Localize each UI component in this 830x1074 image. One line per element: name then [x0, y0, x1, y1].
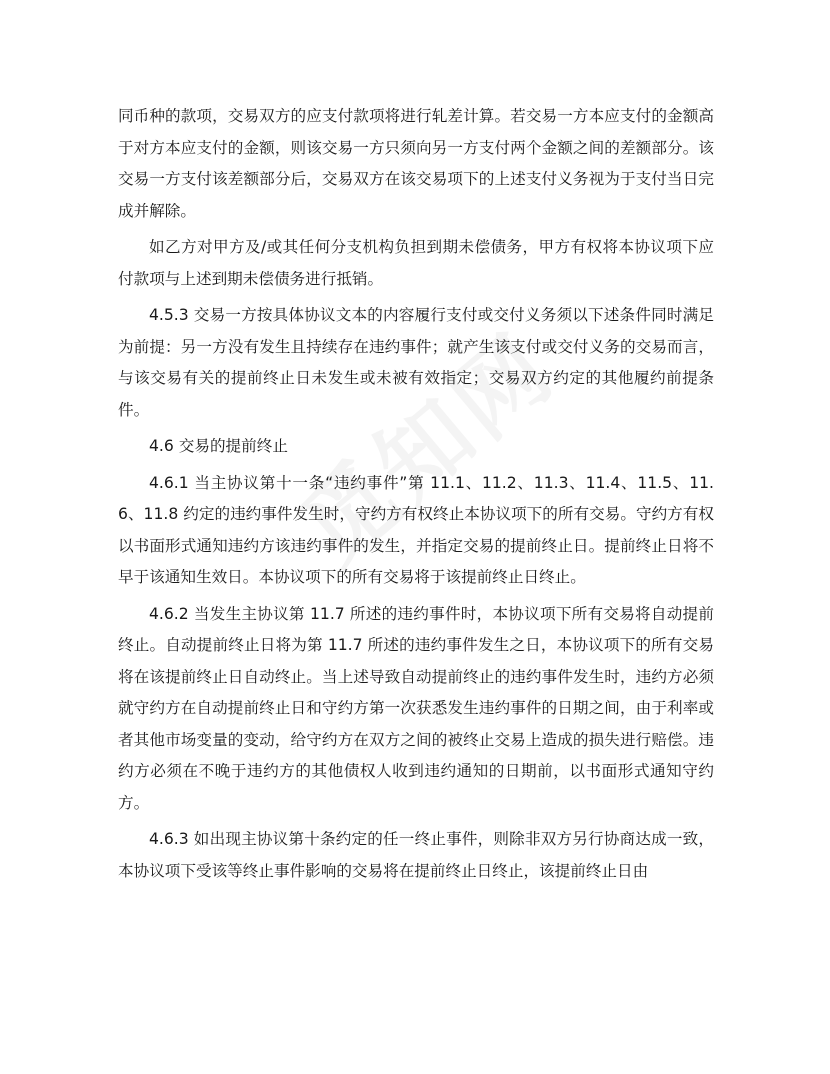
- paragraph-4-6-1: 4.6.1 当主协议第十一条“违约事件”第 11.1、11.2、11.3、11.4、11.5、11.6、11.8 约定的违约事件发生时，守约方有权终止本协议项下的所有交易。守约方有权以书面形式通知违约方该违约事件的发生，并指定交易的提前终止日。提前终止日将不早于该通知生效日。本协议项下的所有交易将于该提前终止日终止。: [118, 473, 714, 586]
- paragraph-setoff: 如乙方对甲方及/或其任何分支机构负担到期未偿债务，甲方有权将本协议项下应付款项与上述到期未偿债务进行抵销。: [118, 238, 714, 288]
- paragraph-4-6-3: 4.6.3 如出现主协议第十条约定的任一终止事件，则除非双方另行协商达成一致，本协议项下受该等终止事件影响的交易将在提前终止日终止，该提前终止日由: [118, 830, 714, 880]
- section-heading-4-6: 4.6 交易的提前终止: [149, 437, 288, 455]
- paragraph-netting-continued: 同币种的款项，交易双方的应支付款项将进行轧差计算。若交易一方本应支付的金额高于对方本应支付的金额，则该交易一方只须向另一方支付两个金额之间的差额部分。该交易一方支付该差额部分后，交易双方在该交易项下的上述支付义务视为于支付当日完成并解除。: [118, 107, 714, 220]
- paragraph-4-6-2: 4.6.2 当发生主协议第 11.7 所述的违约事件时，本协议项下所有交易将自动提前终止。自动提前终止日将为第 11.7 所述的违约事件发生之日，本协议项下的所有交易将在该提前终止日自动终止。当上述导致自动提前终止的违约事件发生时，违约方必须就守约方在自动提前终止日和守约方第一次获悉发生违约事件的日期之间，由于利率或者其他市场变量的变动，给守约方在双方之间的被终止交易上造成的损失进行赔偿。违约方必须在不晚于违约方的其他债权人收到违约通知的日期前，以书面形式通知守约方。: [118, 604, 714, 812]
- document-body: [118, 101, 714, 887]
- paragraph-4-5-3: 4.5.3 交易一方按具体协议文本的内容履行支付或交付义务须以下述条件同时满足为前提：另一方没有发生且持续存在违约事件；就产生该支付或交付义务的交易而言，与该交易有关的提前终止日未发生或未被有效指定；交易双方约定的其他履约前提条件。: [118, 306, 714, 419]
